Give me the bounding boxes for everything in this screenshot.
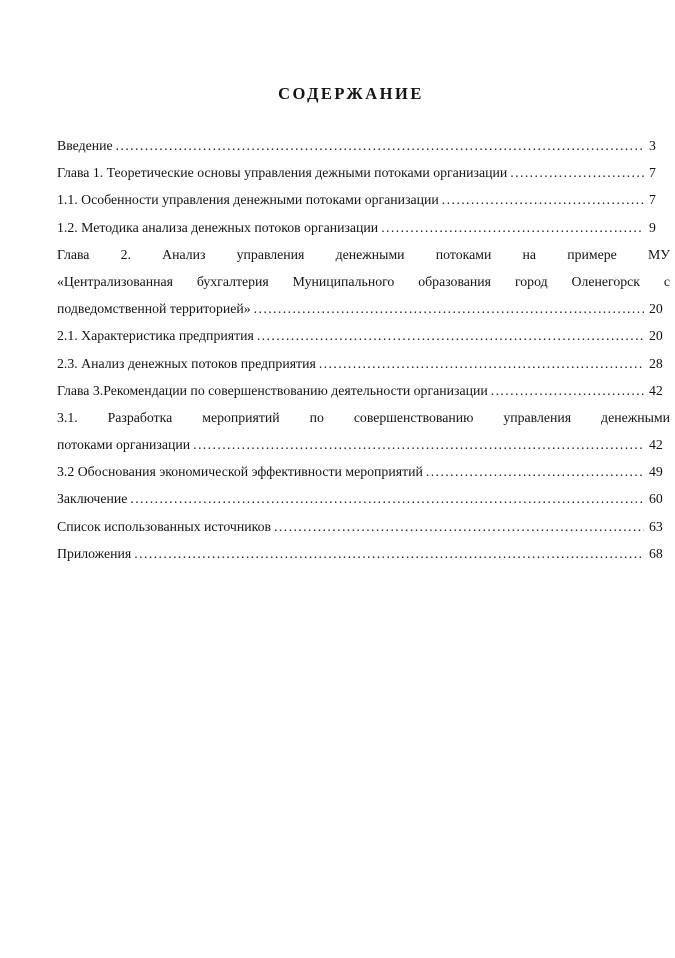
toc-row (57, 295, 670, 322)
dot-leader (423, 458, 644, 485)
toc-page-number: 49 (649, 464, 663, 480)
toc-page-number: 42 (649, 437, 663, 453)
toc-row (57, 186, 670, 213)
toc-row (57, 540, 670, 567)
toc-entry-label: 3.2 Обоснования экономической эффективности мероприятий (57, 464, 423, 480)
toc-page-number: 42 (649, 382, 663, 398)
dot-leader (113, 132, 644, 159)
toc-page-number: 20 (649, 301, 663, 317)
toc-entry-label: 2.3. Анализ денежных потоков предприятия (57, 355, 316, 371)
toc-entry-label: Заключение (57, 491, 128, 507)
toc-entry-label: подведомственной территорией» (57, 301, 251, 317)
toc-entry-label: 1.2. Методика анализа денежных потоков организации (57, 219, 379, 235)
dot-leader (439, 186, 644, 213)
toc-page-number: 20 (649, 328, 663, 344)
toc-page-number: 7 (649, 165, 656, 181)
toc-row (57, 431, 670, 458)
dot-leader (378, 214, 644, 241)
dot-leader (316, 350, 644, 377)
toc-row (57, 214, 670, 241)
toc-entry-label: потоками организации (57, 437, 191, 453)
toc-page-number: 9 (649, 219, 656, 235)
toc-page-number: 3 (649, 138, 656, 153)
toc-page-number: 68 (649, 545, 663, 561)
toc-row (57, 350, 670, 377)
toc-page-number: 63 (649, 518, 663, 534)
toc-row (57, 485, 670, 512)
dot-leader (190, 431, 644, 458)
dot-leader (254, 322, 644, 349)
toc-entry-label: Глава 3.Рекомендации по совершенствованию деятельности организации (57, 382, 488, 398)
toc-entry-label: 1.1. Особенности управления денежными потоками организации (57, 192, 439, 208)
toc-entry-label: Глава 1. Теоретические основы управления дежными потоками организации (57, 165, 508, 181)
dot-leader (507, 159, 644, 186)
toc-entry-label: Введение (57, 138, 113, 153)
toc-row-wrapped-line: «Централизованная бухгалтерия Муниципального образования город Оленегорск с (57, 273, 670, 289)
dot-leader (131, 540, 644, 567)
toc-page-number: 7 (649, 192, 656, 208)
table-of-contents (57, 132, 670, 567)
dot-leader (271, 513, 644, 540)
toc-page-number: 28 (649, 355, 663, 371)
toc-entry-label: Список использованных источников (57, 518, 272, 534)
toc-row (57, 513, 670, 540)
dot-leader (127, 485, 644, 512)
toc-page-number: 60 (649, 491, 663, 507)
page-title: СОДЕРЖАНИЕ (278, 84, 424, 103)
toc-row (57, 322, 670, 349)
toc-entry-label: 2.1. Характеристика предприятия (57, 328, 254, 344)
toc-row-wrapped-line: Глава 2. Анализ управления денежными потоками на примере МУ (57, 246, 670, 262)
toc-row (57, 458, 670, 485)
toc-row (57, 377, 670, 404)
dot-leader (251, 295, 644, 322)
dot-leader (488, 377, 644, 404)
toc-row (57, 132, 670, 159)
toc-row (57, 159, 670, 186)
toc-row-wrapped-line: 3.1. Разработка мероприятий по совершенствованию управления денежными (57, 409, 670, 425)
toc-entry-label: Приложения (57, 545, 132, 561)
